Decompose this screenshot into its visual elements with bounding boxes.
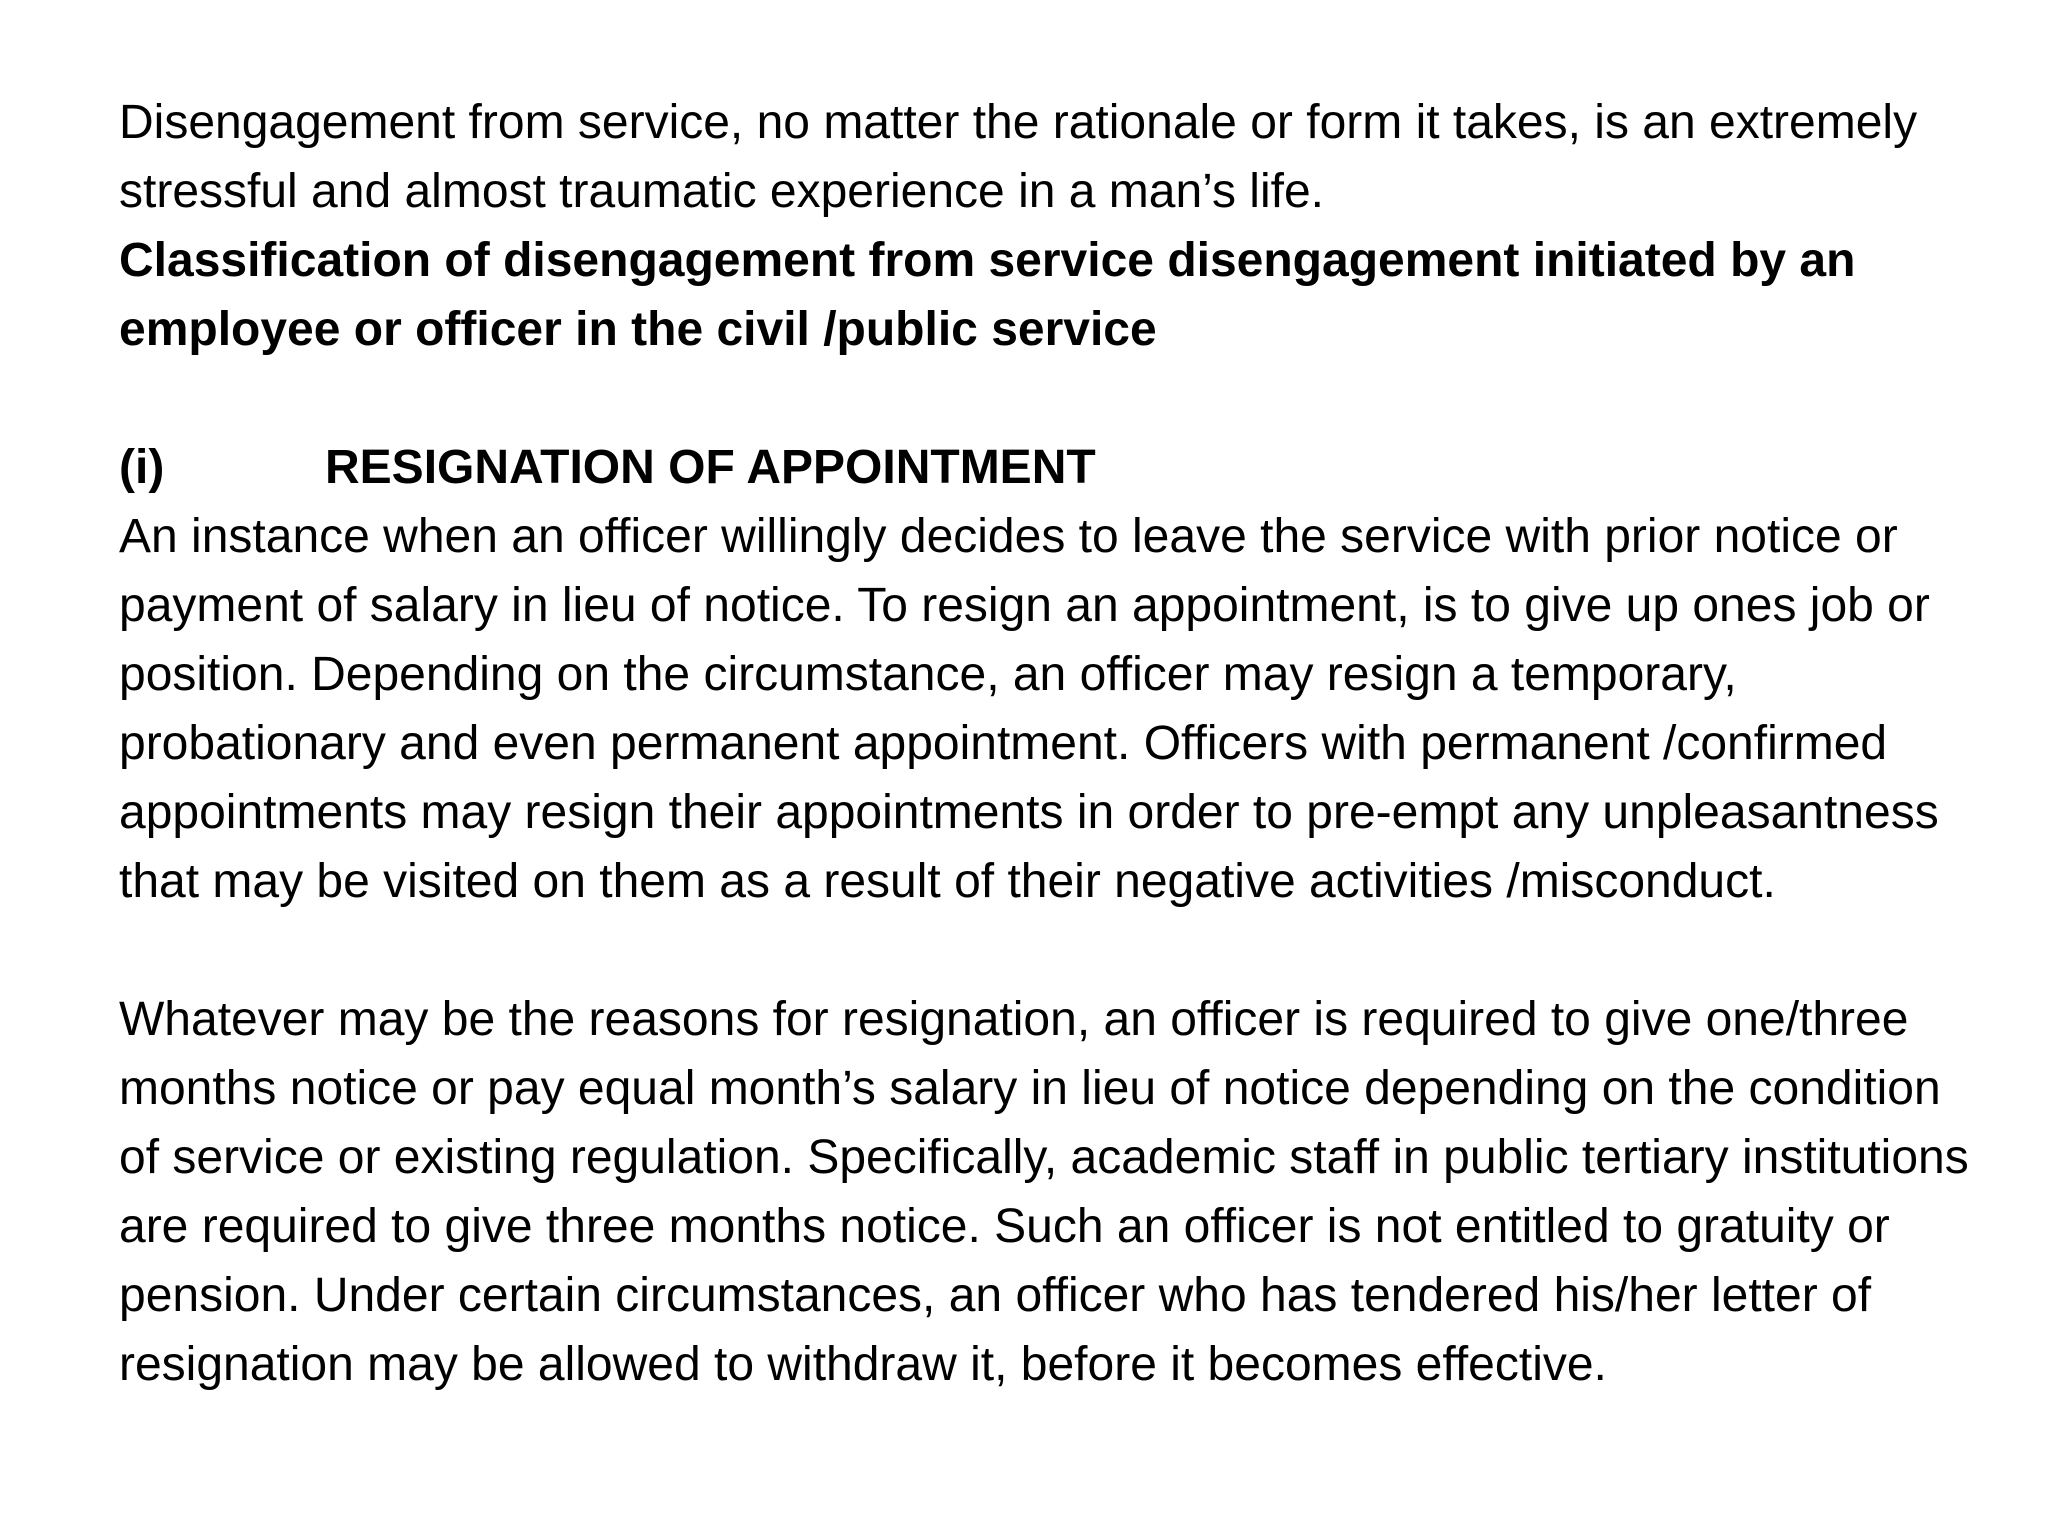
section-heading xyxy=(119,433,1979,502)
resignation-definition-paragraph: An instance when an officer willingly decides to leave the service with prior notice or payment of salary in lieu of notice. To resign an appointment, is to give up ones job or position. Depending on the circumstance, an officer may resign a temporary, probationary and even permanent appointment. Officers with permanent /confirmed appointments may resign their appointments in order to pre-empt any unpleasantness that may be visited on them as a result of their negative activities /misconduct. xyxy=(119,510,1939,908)
intro-paragraph: Disengagement from service, no matter the rationale or form it takes, is an extremely stressful and almost traumatic experience in a man’s life. xyxy=(119,96,1918,218)
classification-heading: Classification of disengagement from service disengagement initiated by an employee or officer in the civil /public service xyxy=(119,234,1856,356)
document-page xyxy=(119,88,1979,1399)
resignation-notice-paragraph: Whatever may be the reasons for resignation, an officer is required to give one/three months notice or pay equal month’s salary in lieu of notice depending on the condition of service or existing regulation. Specifically, academic staff in public tertiary institutions are required to give three months notice. Such an officer is not entitled to gratuity or pension. Under certain circumstances, an officer who has tendered his/her letter of resignation may be allowed to withdraw it, before it becomes effective. xyxy=(119,993,1969,1391)
blank-line xyxy=(119,364,1979,433)
section-title: RESIGNATION OF APPOINTMENT xyxy=(325,441,1096,494)
section-number: (i) xyxy=(119,441,165,494)
blank-line xyxy=(119,916,1979,985)
